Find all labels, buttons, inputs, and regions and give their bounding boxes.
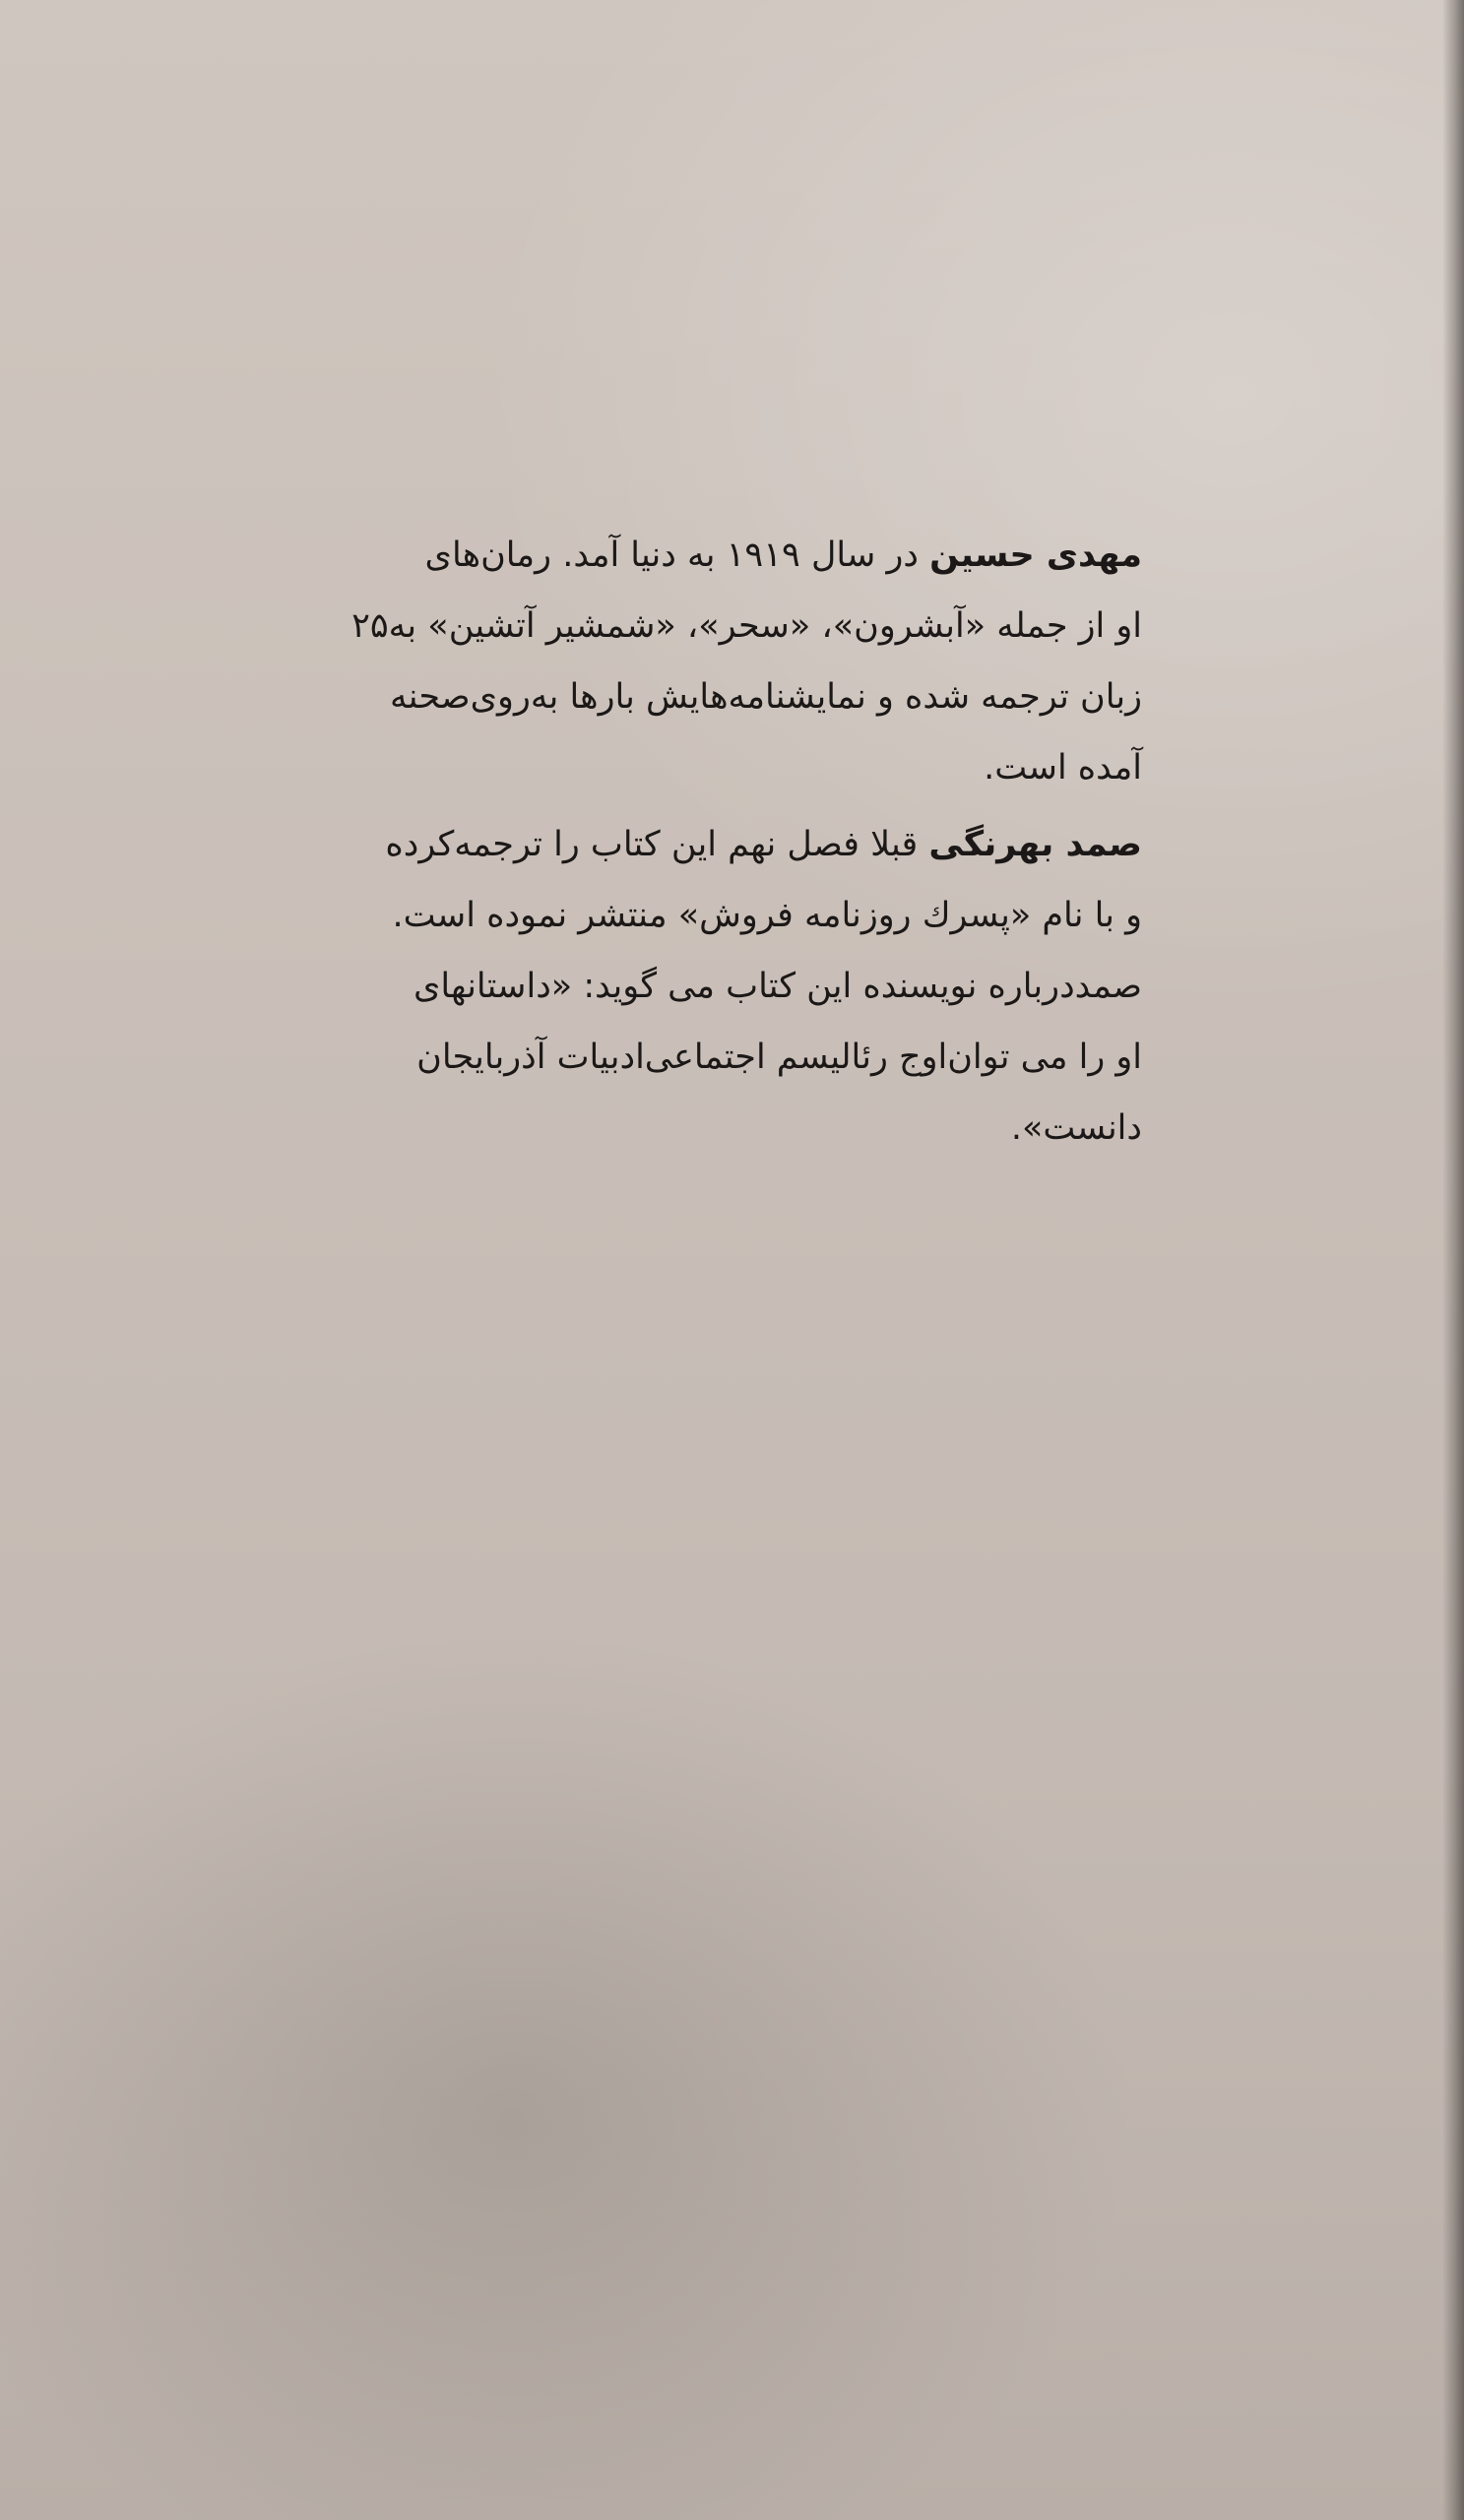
text-segment: قبلا فصل نهم این کتاب را ترجمه‌کرده — [385, 825, 929, 864]
text-line: و با نام «پسرك روزنامه فروش» منتشر نموده است. — [392, 896, 1142, 935]
text-segment: در سال ۱۹۱۹ به دنیا آمد. رمان‌های — [424, 536, 930, 575]
text-line: او از جمله «آبشرون»، «سحر»، «شمشیر آتشین» به۲۵ — [351, 606, 1142, 646]
page-text — [248, 520, 1142, 1164]
text-line — [248, 520, 1142, 591]
translator-note-paragraph — [248, 809, 1142, 1164]
text-line: زبان ترجمه شده و نمایشنامه‌هایش بارها به‌روی‌صحنه — [390, 677, 1142, 717]
translator-name: صمد بهرنگی — [928, 825, 1142, 864]
page-edge-shadow — [1442, 0, 1464, 2520]
author-name: مهدی حسین — [929, 536, 1142, 575]
text-line: او را می توان‌اوج رئالیسم اجتماعی‌ادبیات آذربایجان — [416, 1038, 1142, 1077]
text-line — [248, 809, 1142, 880]
author-bio-paragraph — [248, 520, 1142, 803]
text-line: آمده است. — [984, 748, 1142, 788]
text-line: دانست». — [1010, 1108, 1142, 1148]
text-line: صمددرباره نویسنده این کتاب می گوید: «داستانهای — [414, 967, 1142, 1006]
